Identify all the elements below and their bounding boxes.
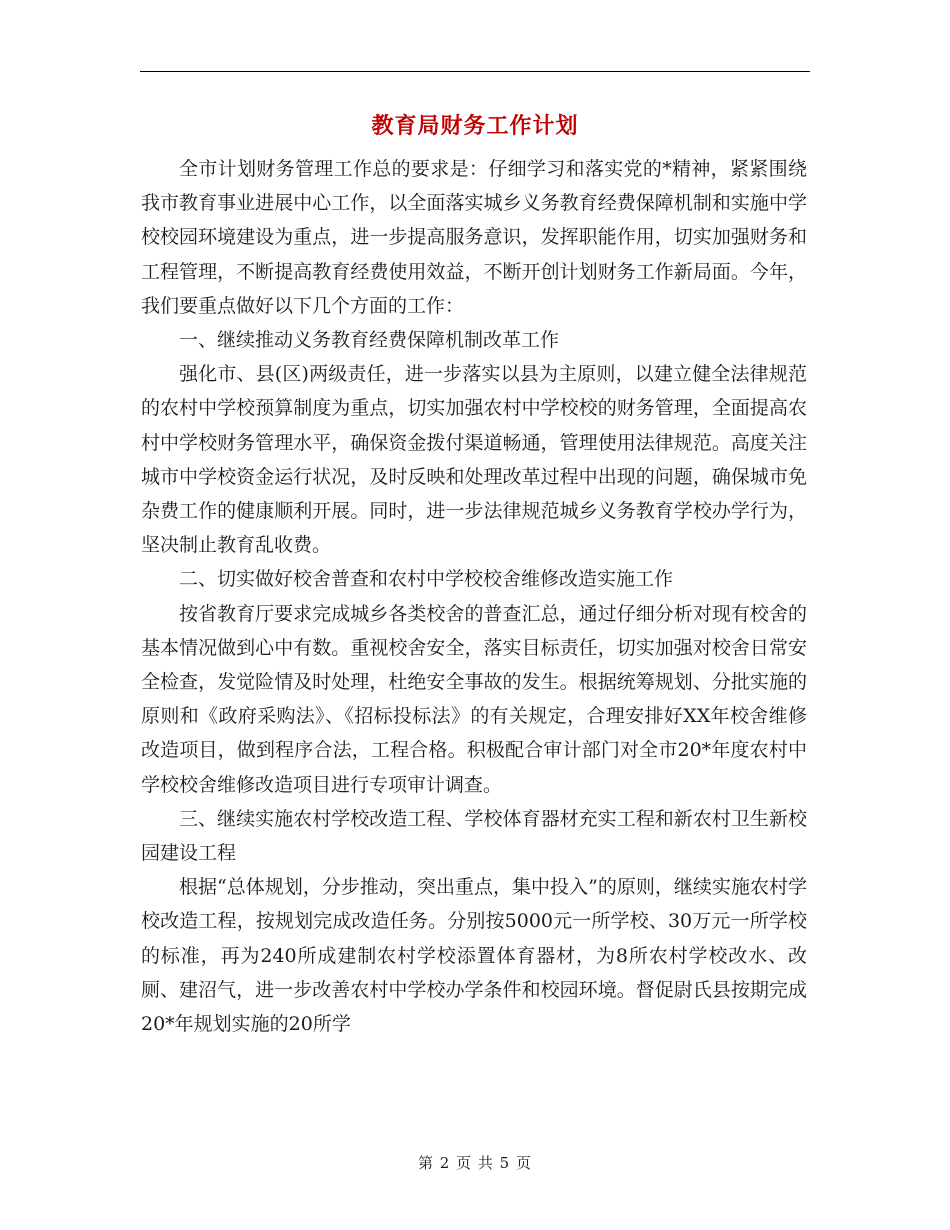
section-heading-1: 一、继续推动义务教育经费保障机制改革工作 <box>179 329 560 352</box>
document-body <box>141 152 807 1041</box>
paragraph-section-1: 强化市、县(区)两级责任，进一步落实以县为主原则，以建立健全法律规范的农村中学校预算制度为重点，切实加强农村中学校校的财务管理，全面提高农村中学校财务管理水平，确保资金拨付渠道畅通，管理使用法律规范。高度关注城市中学校资金运行状况，及时反映和处理改革过程中出现的问题，确保城市免杂费工作的健康顺利开展。同时，进一步法律规范城乡义务教育学校办学行为，坚决制止教育乱收费。 <box>141 363 807 557</box>
header-rule <box>140 71 810 72</box>
section-heading-2: 二、切实做好校舍普查和农村中学校校舍维修改造实施工作 <box>179 568 674 591</box>
page-footer: 第 2 页 共 5 页 <box>418 1154 532 1172</box>
document-title: 教育局财务工作计划 <box>371 113 579 139</box>
section-heading-3: 三、继续实施农村学校改造工程、学校体育器材充实工程和新农村卫生新校园建设工程 <box>141 807 807 865</box>
paragraph-section-2: 按省教育厅要求完成城乡各类校舍的普查汇总，通过仔细分析对现有校舍的基本情况做到心中有数。重视校舍安全，落实目标责任，切实加强对校舍日常安全检查，发觉险情及时处理，杜绝安全事故的发生。根据统筹规划、分批实施的原则和《政府采购法》、《招标投标法》的有关规定，合理安排好XX年校舍维修改造项目，做到程序合法，工程合格。积极配合审计部门对全市20*年度农村中学校校舍维修改造项目进行专项审计调查。 <box>141 602 807 796</box>
paragraph-section-3: 根据“总体规划，分步推动，突出重点，集中投入”的原则，继续实施农村学校改造工程，按规划完成改造任务。分别按5000元一所学校、30万元一所学校的标准，再为240所成建制农村学校添置体育器材，为8所农村学校改水、改厕、建沼气，进一步改善农村中学校办学条件和校园环境。督促尉氏县按期完成20*年规划实施的20所学 <box>141 876 807 1036</box>
paragraph-intro: 全市计划财务管理工作总的要求是：仔细学习和落实党的*精神，紧紧围绕我市教育事业进展中心工作，以全面落实城乡义务教育经费保障机制和实施中学校校园环境建设为重点，进一步提高服务意识，发挥职能作用，切实加强财务和工程管理，不断提高教育经费使用效益，不断开创计划财务工作新局面。今年，我们要重点做好以下几个方面的工作： <box>141 158 807 317</box>
